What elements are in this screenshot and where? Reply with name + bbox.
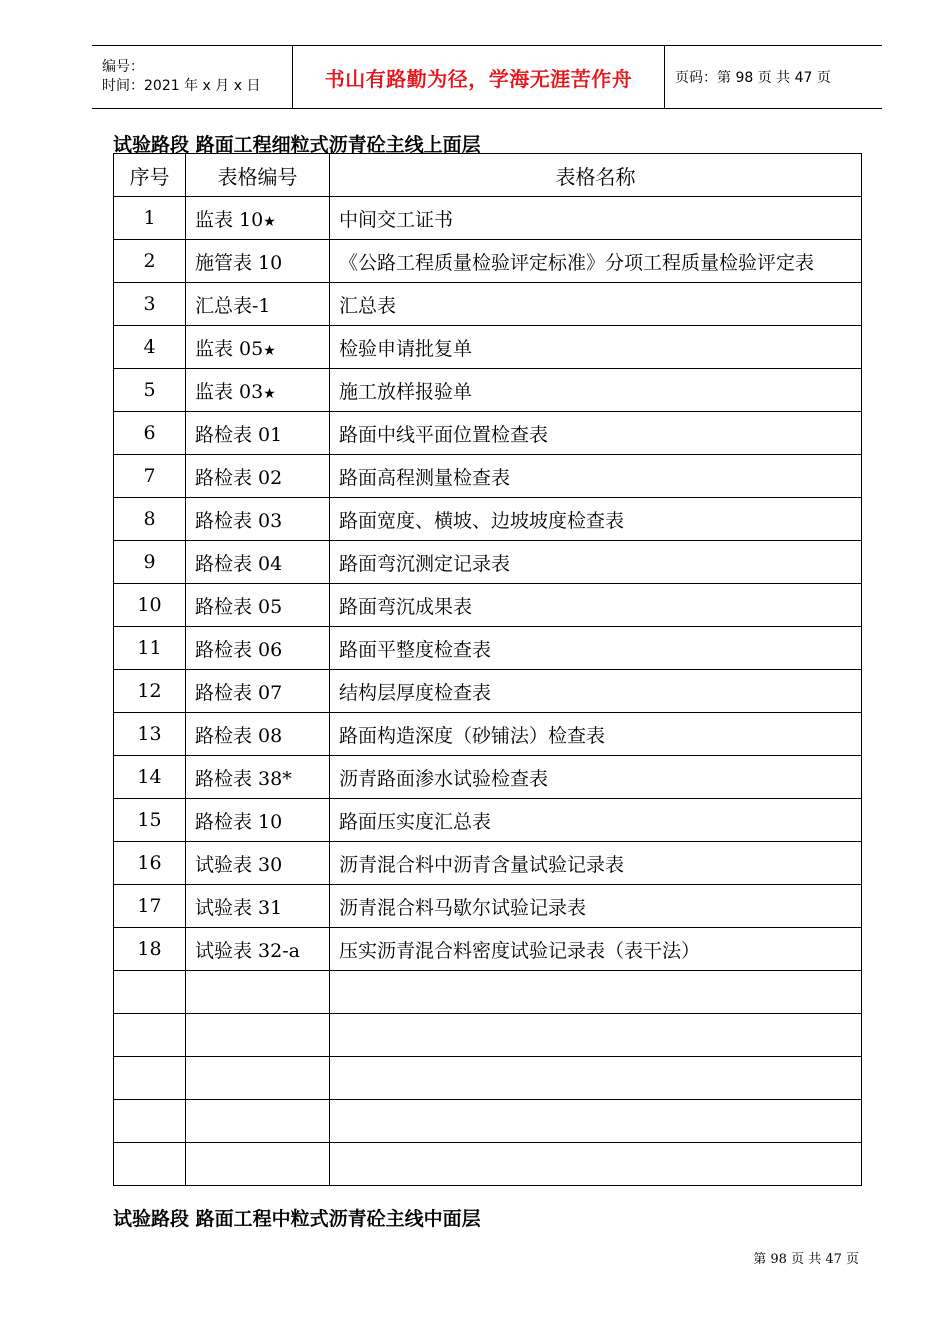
cell-serial: [114, 1143, 186, 1186]
cell-form-code: [186, 541, 330, 584]
cell-form-name: 施工放样报验单: [330, 369, 862, 412]
form-code-text: 路检表 01: [195, 423, 283, 446]
cell-form-code: [186, 799, 330, 842]
cell-form-code: [186, 369, 330, 412]
form-code-text: 路检表 06: [195, 638, 283, 661]
cell-serial: 4: [114, 326, 186, 369]
cell-form-code: [186, 928, 330, 971]
form-code-text: 监表 05: [195, 337, 264, 360]
cell-serial: 6: [114, 412, 186, 455]
cell-serial: 5: [114, 369, 186, 412]
table-row: [114, 1143, 862, 1186]
cell-form-code: [186, 412, 330, 455]
form-code-text: 监表 03: [195, 380, 264, 403]
cell-form-name: 路面弯沉成果表: [330, 584, 862, 627]
form-code-text: 试验表 32-a: [195, 939, 300, 962]
form-code-text: 路检表 02: [195, 466, 283, 489]
page-footer: 第 98 页 共 47 页: [753, 1252, 859, 1267]
header-serial: 序号: [114, 154, 186, 197]
cell-form-name: [330, 1057, 862, 1100]
cell-form-name: [330, 1014, 862, 1057]
table-row: [114, 670, 862, 713]
table-row: [114, 584, 862, 627]
cell-form-name: [330, 971, 862, 1014]
cell-form-name: 检验申请批复单: [330, 326, 862, 369]
table-header-row: [114, 154, 862, 197]
table-row: [114, 283, 862, 326]
cell-form-code: [186, 240, 330, 283]
star-icon: ★: [263, 342, 276, 359]
cell-serial: [114, 1057, 186, 1100]
form-code-text: 路检表 05: [195, 595, 283, 618]
table-row: [114, 326, 862, 369]
table-row: [114, 1014, 862, 1057]
table-row: [114, 498, 862, 541]
cell-serial: 1: [114, 197, 186, 240]
cell-serial: 2: [114, 240, 186, 283]
cell-form-code: [186, 197, 330, 240]
table-row: [114, 369, 862, 412]
forms-table: [113, 153, 862, 1186]
cell-serial: [114, 1014, 186, 1057]
cell-form-name: 沥青混合料中沥青含量试验记录表: [330, 842, 862, 885]
cell-serial: 14: [114, 756, 186, 799]
page-header: [92, 45, 882, 109]
cell-form-name: 沥青路面渗水试验检查表: [330, 756, 862, 799]
cell-serial: 18: [114, 928, 186, 971]
cell-serial: 8: [114, 498, 186, 541]
form-code-text: 汇总表-1: [195, 294, 271, 317]
table-row: [114, 627, 862, 670]
table-row: [114, 713, 862, 756]
form-code-text: 路检表 38*: [195, 767, 292, 790]
cell-serial: [114, 1100, 186, 1143]
cell-form-code: [186, 498, 330, 541]
star-icon: ★: [263, 213, 276, 230]
form-code-text: 路检表 07: [195, 681, 283, 704]
form-code-text: 路检表 08: [195, 724, 283, 747]
header-page-label: 页码：第 98 页 共 47 页: [675, 70, 831, 86]
cell-serial: 15: [114, 799, 186, 842]
cell-form-code: [186, 1100, 330, 1143]
form-code-text: 试验表 30: [195, 853, 283, 876]
cell-form-code: [186, 971, 330, 1014]
cell-form-name: 路面宽度、横坡、边坡坡度检查表: [330, 498, 862, 541]
star-icon: ★: [263, 385, 276, 402]
cell-form-name: 汇总表: [330, 283, 862, 326]
table-row: [114, 1057, 862, 1100]
cell-form-name: 沥青混合料马歇尔试验记录表: [330, 885, 862, 928]
cell-form-name: 路面中线平面位置检查表: [330, 412, 862, 455]
table-row: [114, 240, 862, 283]
cell-serial: 13: [114, 713, 186, 756]
form-code-text: 试验表 31: [195, 896, 283, 919]
cell-serial: 12: [114, 670, 186, 713]
time-label: 时间：2021 年 x 月 x 日: [102, 78, 261, 94]
cell-form-name: 路面构造深度（砂铺法）检查表: [330, 713, 862, 756]
cell-serial: 3: [114, 283, 186, 326]
cell-form-name: 路面平整度检查表: [330, 627, 862, 670]
cell-serial: 7: [114, 455, 186, 498]
cell-form-code: [186, 1014, 330, 1057]
table-row: [114, 756, 862, 799]
cell-form-name: 路面压实度汇总表: [330, 799, 862, 842]
table-row: [114, 412, 862, 455]
cell-form-code: [186, 756, 330, 799]
cell-form-code: [186, 713, 330, 756]
table-row: [114, 971, 862, 1014]
cell-serial: 10: [114, 584, 186, 627]
cell-form-code: [186, 455, 330, 498]
cell-form-name: 压实沥青混合料密度试验记录表（表干法）: [330, 928, 862, 971]
form-code-text: 路检表 10: [195, 810, 283, 833]
cell-serial: [114, 971, 186, 1014]
cell-form-code: [186, 283, 330, 326]
table-row: [114, 197, 862, 240]
table-row: [114, 928, 862, 971]
cell-form-code: [186, 326, 330, 369]
table-row: [114, 842, 862, 885]
cell-form-name: 《公路工程质量检验评定标准》分项工程质量检验评定表: [330, 240, 862, 283]
cell-serial: 9: [114, 541, 186, 584]
cell-form-name: [330, 1100, 862, 1143]
form-code-text: 施管表 10: [195, 251, 283, 274]
cell-form-name: [330, 1143, 862, 1186]
table-row: [114, 541, 862, 584]
cell-serial: 17: [114, 885, 186, 928]
cell-form-name: 路面弯沉测定记录表: [330, 541, 862, 584]
form-code-text: 监表 10: [195, 208, 264, 231]
cell-serial: 11: [114, 627, 186, 670]
cell-form-name: 路面高程测量检查表: [330, 455, 862, 498]
cell-form-code: [186, 627, 330, 670]
cell-form-code: [186, 584, 330, 627]
cell-form-code: [186, 670, 330, 713]
form-code-text: 路检表 04: [195, 552, 283, 575]
header-form-code: 表格编号: [186, 154, 330, 197]
cell-serial: 16: [114, 842, 186, 885]
cell-form-name: 中间交工证书: [330, 197, 862, 240]
header-meta: [92, 46, 292, 108]
table-row: [114, 1100, 862, 1143]
section-title-upper-layer: 试验路段 路面工程细粒式沥青砼主线上面层: [113, 134, 481, 156]
cell-form-code: [186, 885, 330, 928]
cell-form-code: [186, 1143, 330, 1186]
cell-form-name: 结构层厚度检查表: [330, 670, 862, 713]
table-row: [114, 455, 862, 498]
cell-form-code: [186, 842, 330, 885]
cell-form-code: [186, 1057, 330, 1100]
header-form-name: 表格名称: [330, 154, 862, 197]
form-code-text: 路检表 03: [195, 509, 283, 532]
section-title-middle-layer: 试验路段 路面工程中粒式沥青砼主线中面层: [113, 1208, 481, 1230]
table-row: [114, 885, 862, 928]
header-motto: 书山有路勤为径，学海无涯苦作舟: [292, 46, 665, 108]
number-label: 编号：: [102, 59, 144, 75]
table-row: [114, 799, 862, 842]
